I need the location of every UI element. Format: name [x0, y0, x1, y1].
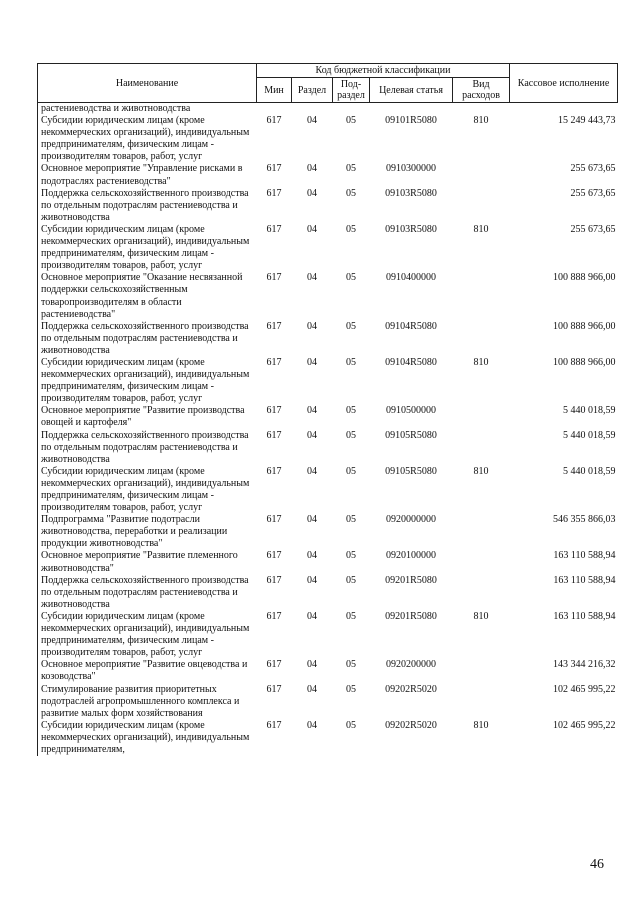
- table-row: [38, 163, 618, 187]
- cell-name: Поддержка сельскохозяйственного производства по отдельным подотраслям растениеводства и животноводства: [41, 429, 249, 465]
- table-body: [38, 103, 618, 757]
- cell-vid: 810: [473, 115, 489, 127]
- cell-min: 617: [266, 115, 282, 127]
- cell-amount: 255 673,65: [570, 187, 616, 199]
- cell-name: Субсидии юридическим лицам (кроме некоммерческих организаций), индивидуальным предпринимателям, физическим лицам - производителям товаров, работ, услуг: [41, 115, 250, 163]
- header-vid: Вид расходов: [453, 78, 510, 103]
- table-row: [38, 224, 618, 272]
- cell-name: Поддержка сельскохозяйственного производства по отдельным подотраслям растениеводства и животноводства: [41, 574, 249, 610]
- cell-razdel: 04: [307, 514, 317, 526]
- cell-min: 617: [266, 356, 282, 368]
- header-code-group: Код бюджетной классификации: [257, 64, 510, 78]
- table-row: [38, 272, 618, 320]
- cell-razdel: 04: [307, 550, 317, 562]
- cell-min: 617: [266, 719, 282, 731]
- cell-min: [257, 103, 292, 116]
- cell-podrazdel: 05: [346, 187, 356, 199]
- cell-name: Поддержка сельскохозяйственного производства по отдельным подотраслям растениеводства и животноводства: [41, 320, 249, 356]
- header-name: Наименование: [38, 64, 257, 103]
- table-row: [38, 103, 618, 116]
- cell-podrazdel: 05: [346, 272, 356, 284]
- cell-amount: 163 110 588,94: [553, 574, 616, 586]
- table-row: [38, 405, 618, 429]
- cell-amount: 143 344 216,32: [553, 659, 616, 671]
- cell-amount: 163 110 588,94: [553, 550, 616, 562]
- cell-amount: [510, 103, 618, 116]
- cell-podrazdel: 05: [346, 405, 356, 417]
- cell-vid: [453, 575, 510, 611]
- table-row: [38, 321, 618, 357]
- cell-razdel: 04: [307, 187, 317, 199]
- cell-amount: 100 888 966,00: [553, 272, 616, 284]
- cell-amount: 5 440 018,59: [563, 465, 616, 477]
- cell-name: Основное мероприятие "Развитие производства овощей и картофеля": [41, 405, 245, 429]
- cell-amount: 546 355 866,03: [553, 514, 616, 526]
- cell-podrazdel: 05: [346, 115, 356, 127]
- cell-statya: 09202R5020: [385, 683, 437, 695]
- cell-amount: 100 888 966,00: [553, 320, 616, 332]
- table-row: [38, 720, 618, 756]
- cell-name: растениеводства и животноводства: [41, 103, 191, 114]
- cell-statya: 09104R5080: [385, 356, 437, 368]
- cell-podrazdel: 05: [346, 719, 356, 731]
- cell-razdel: 04: [307, 272, 317, 284]
- cell-min: 617: [266, 465, 282, 477]
- header-statya: Целевая статья: [370, 78, 453, 103]
- cell-podrazdel: 05: [346, 429, 356, 441]
- table-row: [38, 550, 618, 574]
- cell-statya: 09104R5080: [385, 320, 437, 332]
- cell-amount: 255 673,65: [570, 223, 616, 235]
- cell-vid: [453, 163, 510, 187]
- cell-razdel: 04: [307, 683, 317, 695]
- table-row: [38, 430, 618, 466]
- cell-name: Основное мероприятие "Оказание несвязанной поддержки сельскохозяйственным товаропроизводителям в области растениеводства": [41, 272, 243, 320]
- table-row: [38, 188, 618, 224]
- budget-table: [37, 63, 618, 756]
- cell-vid: [453, 430, 510, 466]
- cell-min: 617: [266, 550, 282, 562]
- cell-amount: 5 440 018,59: [563, 405, 616, 417]
- cell-vid: [453, 188, 510, 224]
- cell-podrazdel: 05: [346, 514, 356, 526]
- cell-amount: 102 465 995,22: [553, 719, 616, 731]
- cell-amount: 102 465 995,22: [553, 683, 616, 695]
- cell-min: 617: [266, 514, 282, 526]
- cell-razdel: 04: [307, 465, 317, 477]
- cell-podrazdel: [333, 103, 370, 116]
- cell-podrazdel: 05: [346, 320, 356, 332]
- table-row: [38, 575, 618, 611]
- cell-vid: [453, 550, 510, 574]
- cell-vid: 810: [473, 719, 489, 731]
- cell-statya: 09201R5080: [385, 574, 437, 586]
- cell-name: Поддержка сельскохозяйственного производства по отдельным подотраслям растениеводства и животноводства: [41, 187, 249, 223]
- cell-min: 617: [266, 659, 282, 671]
- table-row: [38, 357, 618, 405]
- cell-amount: 100 888 966,00: [553, 356, 616, 368]
- table-row: [38, 514, 618, 550]
- cell-min: 617: [266, 223, 282, 235]
- cell-name: Стимулирование развития приоритетных подотраслей агропромышленного комплекса и развитие малых форм хозяйствования: [41, 683, 240, 719]
- cell-statya: [370, 103, 453, 116]
- cell-podrazdel: 05: [346, 465, 356, 477]
- header-razdel: Раздел: [292, 78, 333, 103]
- cell-name: Субсидии юридическим лицам (кроме некоммерческих организаций), индивидуальным предпринимателям,: [41, 719, 250, 755]
- cell-razdel: 04: [307, 115, 317, 127]
- cell-razdel: 04: [307, 659, 317, 671]
- header-min: Мин: [257, 78, 292, 103]
- header-kassa: Кассовое исполнение: [510, 64, 618, 103]
- cell-name: Основное мероприятие "Управление рисками в подотраслях растениеводства": [41, 163, 243, 187]
- cell-razdel: 04: [307, 320, 317, 332]
- cell-razdel: 04: [307, 163, 317, 175]
- cell-vid: 810: [473, 223, 489, 235]
- cell-statya: 09103R5080: [385, 223, 437, 235]
- table-row: [38, 684, 618, 720]
- cell-min: 617: [266, 610, 282, 622]
- cell-amount: 5 440 018,59: [563, 429, 616, 441]
- cell-statya: 0920100000: [386, 550, 436, 562]
- cell-statya: 09105R5080: [385, 429, 437, 441]
- cell-vid: [453, 321, 510, 357]
- cell-min: 617: [266, 429, 282, 441]
- cell-vid: 810: [473, 465, 489, 477]
- cell-name: Субсидии юридическим лицам (кроме некоммерческих организаций), индивидуальным предпринимателям, физическим лицам - производителям товаров, работ, услуг: [41, 610, 250, 659]
- cell-min: 617: [266, 574, 282, 586]
- cell-podrazdel: 05: [346, 574, 356, 586]
- cell-min: 617: [266, 187, 282, 199]
- cell-razdel: [292, 103, 333, 116]
- cell-vid: [453, 514, 510, 550]
- cell-razdel: 04: [307, 223, 317, 235]
- cell-name: Подпрограмма "Развитие подотрасли животноводства, переработки и реализации продукции животноводства": [41, 514, 228, 550]
- cell-vid: [453, 405, 510, 429]
- header-podrazdel: Под-раздел: [333, 78, 370, 103]
- cell-razdel: 04: [307, 405, 317, 417]
- cell-min: 617: [266, 272, 282, 284]
- cell-min: 617: [266, 683, 282, 695]
- cell-statya: 09105R5080: [385, 465, 437, 477]
- cell-razdel: 04: [307, 429, 317, 441]
- cell-name: Субсидии юридическим лицам (кроме некоммерческих организаций), индивидуальным предпринимателям, физическим лицам - производителям товаров, работ, услуг: [41, 356, 250, 405]
- cell-razdel: 04: [307, 356, 317, 368]
- table-row: [38, 659, 618, 683]
- cell-statya: 0910500000: [386, 405, 436, 417]
- page-number: 46: [590, 857, 604, 872]
- cell-statya: 09103R5080: [385, 187, 437, 199]
- cell-vid: [453, 684, 510, 720]
- cell-statya: 0920000000: [386, 514, 436, 526]
- cell-min: 617: [266, 163, 282, 175]
- cell-amount: 163 110 588,94: [553, 610, 616, 622]
- cell-vid: 810: [473, 356, 489, 368]
- table-row: [38, 466, 618, 514]
- cell-razdel: 04: [307, 574, 317, 586]
- cell-name: Основное мероприятие "Развитие овцеводства и козоводства": [41, 659, 248, 683]
- cell-vid: [453, 272, 510, 320]
- cell-statya: 0910400000: [386, 272, 436, 284]
- table-header: [38, 64, 618, 103]
- cell-name: Субсидии юридическим лицам (кроме некоммерческих организаций), индивидуальным предпринимателям, физическим лицам - производителям товаров, работ, услуг: [41, 465, 250, 514]
- cell-statya: 09201R5080: [385, 610, 437, 622]
- cell-podrazdel: 05: [346, 683, 356, 695]
- cell-podrazdel: 05: [346, 223, 356, 235]
- table-row: [38, 115, 618, 163]
- cell-statya: 0920200000: [386, 659, 436, 671]
- cell-podrazdel: 05: [346, 163, 356, 175]
- cell-statya: 09202R5020: [385, 719, 437, 731]
- cell-razdel: 04: [307, 719, 317, 731]
- cell-min: 617: [266, 405, 282, 417]
- cell-name: Основное мероприятие "Развитие племенного животноводства": [41, 550, 238, 574]
- cell-podrazdel: 05: [346, 610, 356, 622]
- cell-razdel: 04: [307, 610, 317, 622]
- cell-statya: 09101R5080: [385, 115, 437, 127]
- cell-amount: 255 673,65: [570, 163, 616, 175]
- cell-podrazdel: 05: [346, 550, 356, 562]
- cell-podrazdel: 05: [346, 659, 356, 671]
- cell-amount: 15 249 443,73: [558, 115, 616, 127]
- cell-name: Субсидии юридическим лицам (кроме некоммерческих организаций), индивидуальным предпринимателям, физическим лицам - производителям товаров, работ, услуг: [41, 223, 250, 272]
- cell-vid: [453, 659, 510, 683]
- cell-vid: 810: [473, 610, 489, 622]
- cell-statya: 0910300000: [386, 163, 436, 175]
- cell-vid: [453, 103, 510, 116]
- table-row: [38, 611, 618, 659]
- cell-min: 617: [266, 320, 282, 332]
- cell-podrazdel: 05: [346, 356, 356, 368]
